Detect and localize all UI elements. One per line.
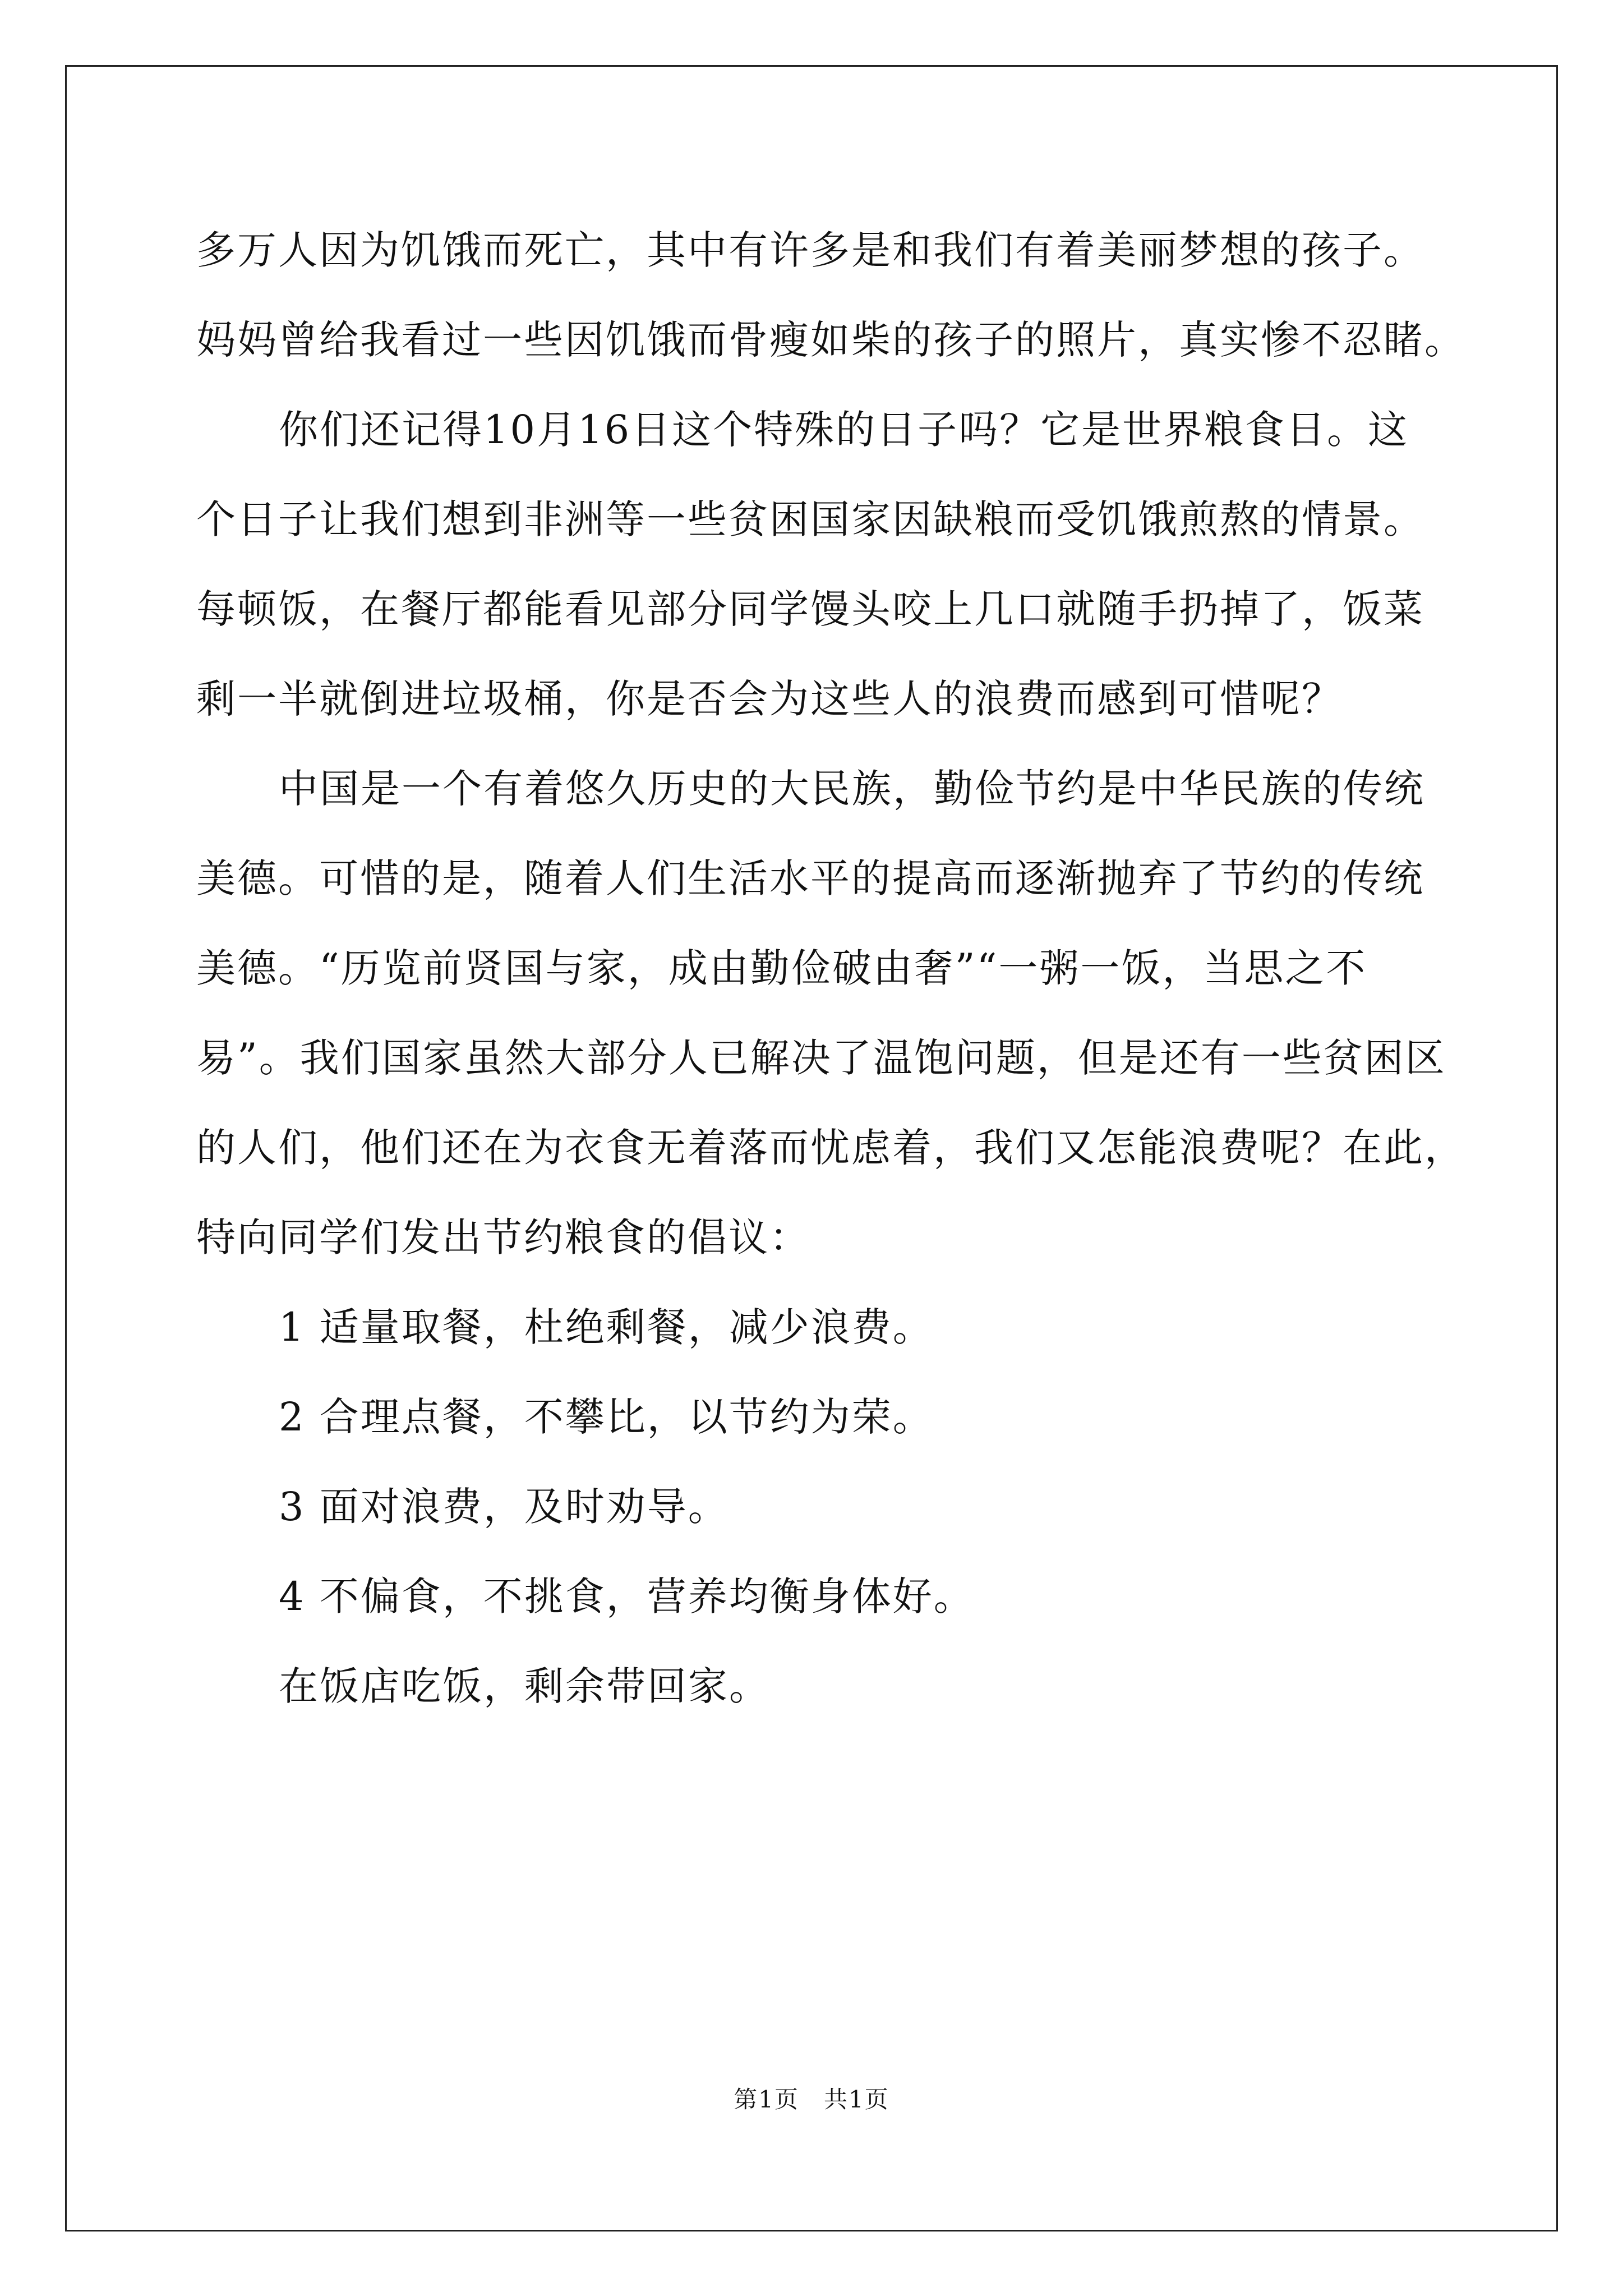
- page-footer: [0, 2081, 1623, 2115]
- text-line: 美德。可惜的是，随着人们生活水平的提高而逐渐抛弃了节约的传统: [196, 855, 1424, 901]
- list-item: 2 合理点餐，不攀比，以节约为荣。: [279, 1394, 934, 1440]
- text-line: 多万人因为饥饿而死亡，其中有许多是和我们有着美丽梦想的孩子。: [196, 227, 1424, 273]
- text-line: 中国是一个有着悠久历史的大民族，勤俭节约是中华民族的传统: [279, 766, 1425, 812]
- list-item: 1 适量取餐，杜绝剩餐，减少浪费。: [279, 1304, 934, 1350]
- text-line: 剩一半就倒进垃圾桶，你是否会为这些人的浪费而感到可惜呢？: [196, 676, 1343, 722]
- text-line: 个日子让我们想到非洲等一些贫困国家因缺粮而受饥饿煎熬的情景。: [196, 496, 1424, 542]
- page-total: 共1页: [824, 2086, 889, 2113]
- list-item: 3 面对浪费，及时劝导。: [279, 1484, 729, 1530]
- list-item: 在饭店吃饭，剩余带回家。: [279, 1663, 770, 1709]
- text-line: 你们还记得10月16日这个特殊的日子吗？它是世界粮食日。这: [279, 407, 1409, 453]
- text-line: 的人们，他们还在为衣食无着落而忧虑着，我们又怎能浪费呢？在此，: [196, 1125, 1465, 1171]
- document-body: [196, 205, 1465, 1731]
- list-item: 4 不偏食，不挑食，营养均衡身体好。: [279, 1573, 975, 1619]
- text-line: 妈妈曾给我看过一些因饥饿而骨瘦如柴的孩子的照片，真实惨不忍睹。: [196, 317, 1465, 363]
- text-line: 美德。“历览前贤国与家，成由勤俭破由奢”“一粥一饭，当思之不: [196, 945, 1367, 991]
- page-number: 第1页: [734, 2086, 799, 2113]
- text-line: 特向同学们发出节约粮食的倡议：: [196, 1214, 810, 1260]
- text-line: 易”。我们国家虽然大部分人已解决了温饱问题，但是还有一些贫困区: [196, 1035, 1446, 1081]
- text-line: 每顿饭，在餐厅都能看见部分同学馒头咬上几口就随手扔掉了，饭菜: [196, 586, 1424, 632]
